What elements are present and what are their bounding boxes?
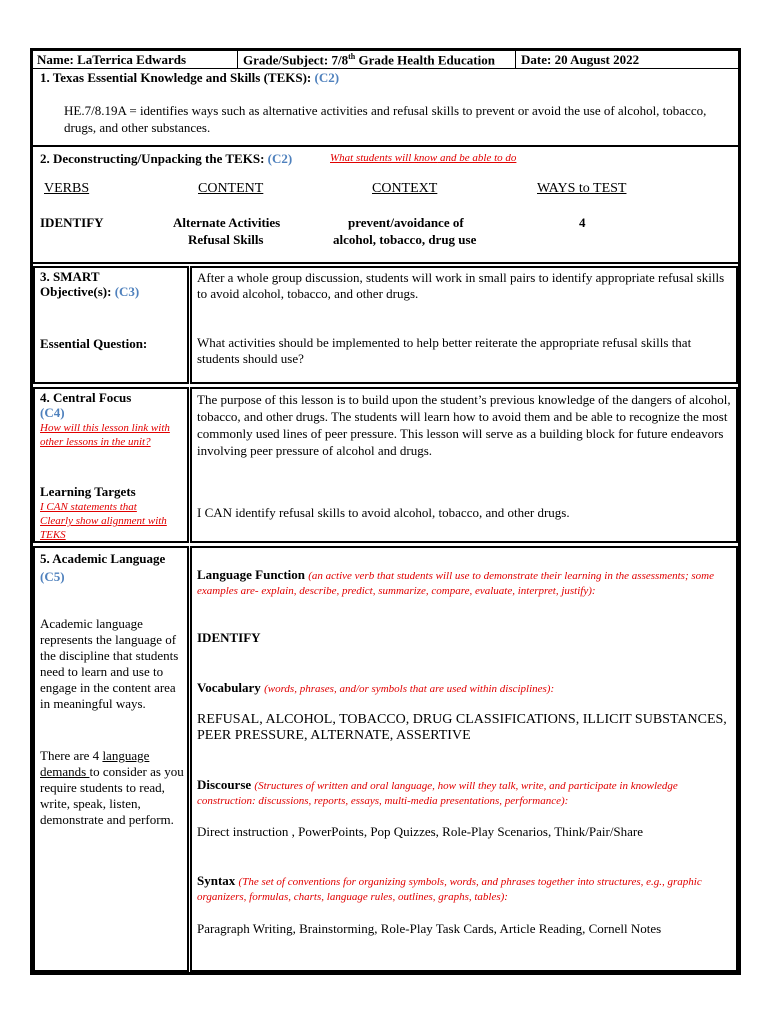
syntax-value: Paragraph Writing, Brainstorming, Role-Play Task Cards, Article Reading, Cornell Notes [197, 921, 662, 936]
content-value-1: Alternate Activities [173, 215, 281, 230]
section1-title: 1. Texas Essential Knowledge and Skills (TEKS): (C2) [40, 70, 340, 85]
teacher-name: Name: LaTerrica Edwards [37, 52, 187, 67]
section3-title: 3. SMART Objective(s): (C3) [40, 269, 140, 299]
section4-note: How will this lesson link with other lessons in the unit? [40, 422, 170, 448]
grade-subject: Grade/Subject: 7/8th Grade Health Education [243, 52, 495, 68]
section5-right-box [190, 546, 738, 972]
section2-note: What students will know and be able to do [330, 152, 517, 164]
learning-targets-label: Learning Targets [40, 484, 136, 499]
col-verbs-header: VERBS [44, 181, 90, 196]
discourse: Discourse (Structures of written and oral language, how will they talk, write, and participate in knowledge construction: discussions, reports, essays, multi-media presentations, performance): [197, 777, 678, 807]
context-value-1: prevent/avoidance of [348, 215, 464, 230]
syntax: Syntax (The set of conventions for organizing symbols, words, and phrases together into structures, e.g., graphic organizers, formulas, charts, language rules, outlines, graphs, tables): [197, 873, 702, 903]
header-divider [237, 50, 238, 68]
section4-title: 4. Central Focus [40, 390, 132, 405]
academic-language-intro: Academic language represents the language of the discipline that students need to learn and use to engage in the content area in meaningful ways. [40, 616, 179, 711]
smart-objective: After a whole group discussion, students will work in small pairs to identify appropriate refusal skills to avoid alcohol, tobacco, and other drugs. [197, 270, 725, 301]
context-value-2: alcohol, tobacco, drug use [333, 232, 477, 247]
vocabulary: Vocabulary (words, phrases, and/or symbols that are used within disciplines): [197, 680, 555, 695]
i-can-statement: I CAN identify refusal skills to avoid alcohol, tobacco, and other drugs. [197, 505, 570, 520]
language-function-value: IDENTIFY [197, 630, 261, 645]
discourse-value: Direct instruction , PowerPoints, Pop Quizzes, Role-Play Scenarios, Think/Pair/Share [197, 824, 644, 839]
section2-title: 2. Deconstructing/Unpacking the TEKS: (C2) [40, 151, 293, 166]
essential-question-label: Essential Question: [40, 336, 148, 351]
content-value-2: Refusal Skills [188, 232, 264, 247]
language-function: Language Function (an active verb that students will use to demonstrate their learning in the assessments; some examples are- explain, describe, predict, summarize, compare, evaluate, interpret, justify): [197, 567, 714, 597]
ways-value: 4 [579, 215, 586, 230]
language-demands-text: There are 4 language demands to consider as you require students to read, write, speak, listen, demonstrate and perform. [40, 748, 184, 827]
col-context-header: CONTEXT [372, 181, 438, 196]
section-rule [32, 262, 739, 264]
section-rule [32, 145, 739, 147]
col-ways-header: WAYS to TEST [537, 181, 627, 196]
header-divider [515, 50, 516, 68]
verb-value: IDENTIFY [40, 215, 104, 230]
vocabulary-value: REFUSAL, ALCOHOL, TOBACCO, DRUG CLASSIFICATIONS, ILLICIT SUBSTANCES, PEER PRESSURE, ALTERNATE, ASSERTIVE [197, 712, 727, 743]
header-rule [32, 68, 739, 69]
teks-statement: HE.7/8.19A = identifies ways such as alternative activities and refusal skills to prevent or avoid the use of alcohol, tobacco, drugs, and other substances. [64, 103, 707, 135]
learning-targets-note: I CAN statements that Clearly show alignment with TEKS [40, 501, 167, 541]
col-content-header: CONTENT [198, 181, 264, 196]
section4-code: (C4) [40, 405, 65, 420]
essential-question: What activities should be implemented to help better reiterate the appropriate refusal skills that students should use? [197, 335, 692, 366]
lesson-date: Date: 20 August 2022 [521, 52, 640, 67]
central-focus-text: The purpose of this lesson is to build upon the student’s previous knowledge of the dangers of alcohol, tobacco, and other drugs. The students will learn how to avoid them and be able to recognize the most commonly used lines of peer pressure. This lesson will serve as a building block for future endeavors involving peer pressure of alcohol and drugs. [197, 392, 731, 458]
section5-code: (C5) [40, 569, 65, 584]
section5-title: 5. Academic Language [40, 551, 166, 566]
